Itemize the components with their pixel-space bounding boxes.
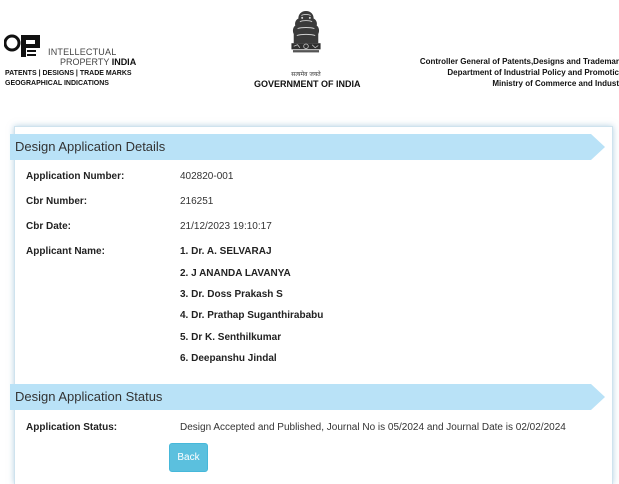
ip-india-logo-line2-prefix: PROPERTY	[60, 57, 112, 67]
emblem-motto: सत्यमेव जयते	[291, 71, 321, 78]
application-status-value: Design Accepted and Published, Journal No is 05/2024 and Journal Date is 02/02/2024	[180, 422, 566, 433]
status-section-title: Design Application Status	[15, 389, 163, 404]
application-number-value: 402820-001	[180, 171, 234, 182]
ashoka-emblem-icon	[283, 2, 329, 66]
status-section-arrow-icon	[591, 384, 605, 410]
applicant-name-item: 2. J ANANDA LAVANYA	[180, 268, 291, 279]
ip-india-logo-line3: PATENTS | DESIGNS | TRADE MARKS	[5, 70, 132, 77]
applicant-name-label: Applicant Name:	[26, 246, 105, 257]
details-section-header	[10, 134, 605, 160]
ip-india-logo-line2	[60, 57, 136, 67]
application-number-label: Application Number:	[26, 171, 125, 182]
applicant-name-item: 6. Deepanshu Jindal	[180, 353, 277, 364]
government-emblem	[254, 2, 361, 94]
controller-general-line3: Ministry of Commerce and Indust	[492, 79, 619, 88]
controller-general-line2: Department of Industrial Policy and Promotic	[447, 68, 619, 77]
applicant-name-item: 5. Dr K. Senthilkumar	[180, 332, 282, 343]
ip-india-logo-line2-bold: INDIA	[111, 57, 137, 67]
applicant-name-item: 3. Dr. Doss Prakash S	[180, 289, 283, 300]
application-status-label: Application Status:	[26, 422, 118, 433]
ip-india-logo-line4: GEOGRAPHICAL INDICATIONS	[5, 80, 109, 87]
back-button[interactable]: Back	[169, 443, 208, 472]
page-header	[0, 0, 619, 100]
applicant-name-item: 1. Dr. A. SELVARAJ	[180, 246, 272, 257]
cbr-date-label: Cbr Date:	[26, 221, 72, 232]
details-section-arrow-icon	[591, 134, 605, 160]
ip-india-logo[interactable]	[2, 28, 137, 92]
ip-india-mark-icon	[4, 31, 44, 61]
cbr-number-value: 216251	[180, 196, 214, 207]
cbr-date-value: 21/12/2023 19:10:17	[180, 221, 272, 232]
cbr-number-label: Cbr Number:	[26, 196, 88, 207]
status-section-header	[10, 384, 605, 410]
applicant-name-item: 4. Dr. Prathap Suganthirababu	[180, 310, 324, 321]
ip-india-logo-line1: INTELLECTUAL	[48, 47, 117, 57]
government-of-india-label: GOVERNMENT OF INDIA	[254, 79, 361, 89]
details-section-title: Design Application Details	[15, 139, 166, 154]
controller-general-heading	[409, 56, 619, 89]
controller-general-line1: Controller General of Patents,Designs and Trademar	[419, 57, 619, 66]
